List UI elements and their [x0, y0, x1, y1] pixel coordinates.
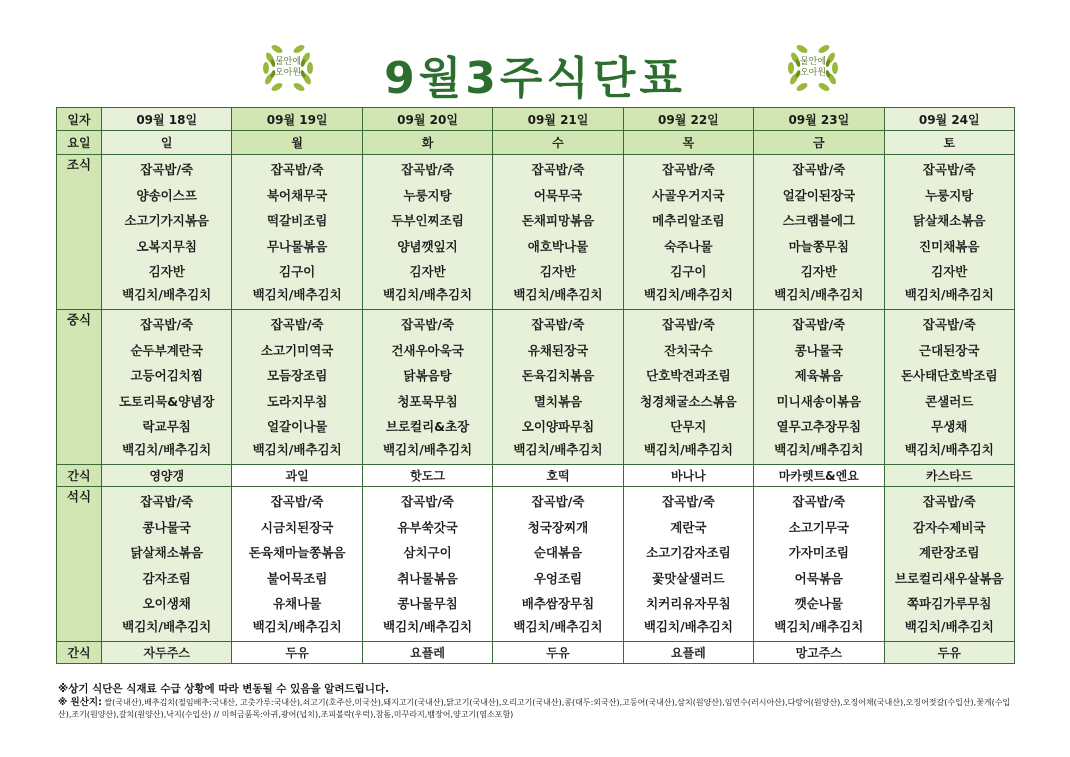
menu-item: 누룽지탕	[403, 187, 452, 203]
menu-item: 순두부계란국	[130, 342, 203, 358]
dow-label: 요일	[57, 131, 102, 155]
menu-item: 콘샐러드	[925, 393, 974, 409]
dow-cell: 일	[102, 131, 232, 155]
menu-item: 잡곡밥/죽	[401, 317, 454, 332]
dinner-cell	[232, 487, 362, 642]
dinner-cell	[754, 487, 884, 642]
date-cell: 09월 21일	[493, 108, 623, 131]
breakfast-cell	[232, 155, 362, 310]
menu-item: 닭볶음탕	[403, 368, 452, 384]
menu-item: 북어채무국	[266, 187, 328, 203]
menu-item: 오이생채	[142, 596, 191, 612]
menu-item: 잡곡밥/죽	[270, 494, 324, 509]
snack1-label: 간식	[57, 465, 102, 487]
menu-item: 백김치/배추김치	[383, 441, 473, 457]
menu-item: 잡곡밥/죽	[401, 494, 454, 509]
menu-item: 돈육김치볶음	[521, 368, 595, 384]
dow-cell: 목	[623, 131, 753, 155]
breakfast-label: 조식	[57, 155, 102, 310]
menu-item: 두부인찌조림	[391, 213, 464, 229]
menu-item: 백김치/배추김치	[252, 618, 342, 634]
menu-item: 백김치/배추김치	[513, 618, 603, 634]
menu-item: 잡곡밥/죽	[661, 317, 715, 332]
dinner-row	[57, 487, 1015, 642]
menu-item: 잡곡밥/죽	[922, 162, 976, 177]
snack1-cell: 핫도그	[362, 465, 492, 487]
menu-item: 얼갈이된장국	[782, 187, 856, 203]
lunch-label: 중식	[57, 310, 102, 465]
menu-item: 백김치/배추김치	[774, 618, 864, 634]
menu-item: 어묵볶음	[794, 570, 843, 586]
meal-table	[56, 107, 1015, 664]
menu-item: 백김치/배추김치	[643, 441, 733, 457]
menu-item: 미니새송이볶음	[776, 393, 862, 409]
menu-item: 김자반	[539, 264, 577, 280]
menu-item: 열무고추장무침	[776, 419, 862, 435]
menu-item: 유부쑥갓국	[397, 519, 458, 535]
menu-item: 단무지	[670, 419, 707, 435]
origin-label: ※ 원산지:	[58, 697, 102, 708]
menu-item: 우엉조림	[533, 570, 583, 586]
dow-cell: 수	[493, 131, 623, 155]
menu-item: 김자반	[931, 264, 968, 280]
menu-item: 잡곡밥/죽	[531, 162, 585, 177]
snack2-label: 간식	[57, 642, 102, 664]
dinner-cell	[493, 487, 623, 642]
menu-item: 백김치/배추김치	[252, 286, 342, 302]
snack2-row	[57, 642, 1015, 664]
menu-item: 건새우아욱국	[391, 342, 464, 358]
snack1-cell: 영양갱	[102, 465, 232, 487]
menu-item: 김구이	[670, 264, 707, 280]
menu-item: 잡곡밥/죽	[270, 317, 324, 332]
menu-item: 양송이스프	[136, 187, 197, 203]
menu-item: 무나물볶음	[266, 238, 328, 254]
dow-cell: 금	[754, 131, 884, 155]
snack1-cell: 바나나	[623, 465, 753, 487]
menu-item: 백김치/배추김치	[904, 286, 994, 302]
menu-item: 잡곡밥/죽	[270, 162, 324, 177]
menu-item: 잡곡밥/죽	[792, 494, 846, 509]
date-cell: 09월 18일	[102, 108, 232, 131]
menu-item: 깻순나물	[794, 596, 843, 612]
logo-text	[783, 57, 843, 79]
menu-item: 양념깻잎지	[397, 238, 458, 254]
breakfast-row	[57, 155, 1015, 310]
snack1-cell: 과일	[232, 465, 362, 487]
wreath-logo-right	[783, 38, 843, 98]
menu-item: 잡곡밥/죽	[661, 162, 715, 177]
menu-item: 백김치/배추김치	[904, 618, 994, 634]
menu-item: 유채된장국	[527, 342, 589, 358]
menu-item: 소고기무국	[788, 519, 850, 535]
menu-item: 단호박견과조림	[646, 368, 731, 384]
breakfast-cell	[884, 155, 1014, 310]
menu-item: 백김치/배추김치	[122, 286, 212, 302]
dinner-cell	[362, 487, 492, 642]
snack2-cell: 두유	[232, 642, 362, 664]
menu-item: 돈육채마늘쫑볶음	[248, 545, 346, 561]
menu-item: 가자미조림	[788, 545, 850, 561]
menu-item: 김자반	[148, 264, 185, 280]
menu-item: 근대된장국	[919, 342, 980, 358]
menu-item: 잔치국수	[664, 342, 713, 358]
lunch-cell	[232, 310, 362, 465]
snack2-cell: 자두주스	[102, 642, 232, 664]
menu-item: 스크램블에그	[782, 213, 856, 229]
menu-item: 청국장찌개	[527, 519, 589, 535]
menu-item: 숙주나물	[664, 238, 713, 254]
menu-item: 배추쌈장무침	[521, 596, 595, 612]
menu-item: 오복지무침	[136, 238, 197, 254]
dow-row	[57, 131, 1015, 155]
menu-item: 브로컬리새우살볶음	[894, 570, 1004, 586]
breakfast-cell	[493, 155, 623, 310]
breakfast-cell	[102, 155, 232, 310]
snack1-cell: 호떡	[493, 465, 623, 487]
menu-item: 청경채굴소스볶음	[640, 393, 737, 409]
lunch-cell	[754, 310, 884, 465]
menu-item: 브로컬리&초장	[385, 419, 470, 435]
menu-item: 콩나물무침	[397, 596, 458, 612]
menu-item: 모듬장조림	[266, 368, 328, 384]
logo-text-line1: 물안에	[274, 57, 302, 67]
menu-item: 백김치/배추김치	[383, 286, 473, 302]
dow-cell: 토	[884, 131, 1014, 155]
menu-item: 치커리유자무침	[646, 596, 731, 612]
date-cell: 09월 20일	[362, 108, 492, 131]
lunch-cell	[493, 310, 623, 465]
menu-item: 청포묵무침	[397, 393, 458, 409]
date-label: 일자	[57, 108, 102, 131]
snack1-row	[57, 465, 1015, 487]
menu-item: 백김치/배추김치	[643, 286, 733, 302]
breakfast-cell	[362, 155, 492, 310]
menu-item: 계란국	[670, 519, 707, 535]
date-cell: 09월 22일	[623, 108, 753, 131]
menu-item: 소고기가지볶음	[124, 213, 209, 229]
menu-item: 도라지무침	[266, 393, 328, 409]
menu-item: 제육볶음	[794, 368, 843, 384]
menu-item: 백김치/배추김치	[252, 441, 342, 457]
menu-item: 잡곡밥/죽	[792, 317, 846, 332]
menu-item: 고등어김치찜	[130, 368, 203, 384]
menu-item: 유채나물	[272, 596, 322, 612]
menu-item: 꽃맛살샐러드	[652, 570, 725, 586]
menu-item: 누룽지탕	[925, 187, 974, 203]
menu-item: 돈채피망볶음	[521, 213, 595, 229]
menu-item: 백김치/배추김치	[513, 286, 603, 302]
date-cell: 09월 24일	[884, 108, 1014, 131]
snack1-cell: 카스타드	[884, 465, 1014, 487]
origin-text-block	[58, 697, 1018, 721]
menu-item: 소고기감자조림	[646, 545, 731, 561]
menu-item: 김자반	[409, 264, 446, 280]
menu-item: 돈사태단호박조림	[900, 368, 998, 384]
menu-item: 삼치구이	[403, 545, 452, 561]
menu-item: 감자조림	[142, 570, 191, 586]
dinner-cell	[884, 487, 1014, 642]
menu-item: 사골우거지국	[652, 187, 725, 203]
dow-cell: 화	[362, 131, 492, 155]
menu-item: 애호박나물	[527, 238, 589, 254]
menu-item: 잡곡밥/죽	[140, 494, 194, 509]
header	[0, 30, 1070, 110]
menu-item: 잡곡밥/죽	[531, 317, 585, 332]
menu-item: 도토리묵&양념장	[118, 393, 215, 409]
menu-item: 순대볶음	[533, 545, 583, 561]
logo-text-line1: 물안에	[799, 57, 827, 67]
menu-item: 백김치/배추김치	[513, 441, 603, 457]
menu-item: 콩나물국	[794, 342, 843, 358]
menu-item: 김구이	[279, 264, 316, 280]
logo-text-line2: 오아원	[799, 68, 827, 78]
breakfast-cell	[623, 155, 753, 310]
menu-item: 잡곡밥/죽	[922, 494, 976, 509]
lunch-row	[57, 310, 1015, 465]
menu-item: 백김치/배추김치	[774, 441, 864, 457]
notes	[58, 682, 1018, 721]
dow-cell: 월	[232, 131, 362, 155]
menu-item: 소고기미역국	[260, 342, 334, 358]
menu-item: 김자반	[800, 264, 837, 280]
snack2-cell: 두유	[884, 642, 1014, 664]
menu-item: 마늘쫑무침	[788, 238, 850, 254]
menu-item: 취나물볶음	[397, 570, 458, 586]
menu-item: 감자수제비국	[913, 519, 986, 535]
menu-item: 닭살채소볶음	[913, 213, 986, 229]
menu-item: 떡갈비조림	[266, 213, 328, 229]
menu-item: 불어묵조림	[266, 570, 328, 586]
menu-item: 잡곡밥/죽	[401, 162, 454, 177]
lunch-cell	[362, 310, 492, 465]
menu-item: 백김치/배추김치	[904, 441, 994, 457]
dinner-label: 석식	[57, 487, 102, 642]
breakfast-cell	[754, 155, 884, 310]
menu-item: 시금치된장국	[260, 519, 334, 535]
lunch-cell	[623, 310, 753, 465]
menu-item: 콩나물국	[142, 519, 191, 535]
snack2-cell: 망고주스	[754, 642, 884, 664]
menu-item: 메추리알조림	[652, 213, 725, 229]
notice-text: ※상기 식단은 식재료 수급 상황에 따라 변동될 수 있음을 알려드립니다.	[58, 683, 390, 695]
lunch-cell	[102, 310, 232, 465]
menu-item: 오이양파무침	[521, 419, 595, 435]
snack1-cell: 마카렛트&엔요	[754, 465, 884, 487]
lunch-cell	[884, 310, 1014, 465]
menu-item: 백김치/배추김치	[122, 441, 212, 457]
menu-item: 무생채	[931, 419, 968, 435]
dinner-cell	[102, 487, 232, 642]
menu-item: 어묵무국	[533, 187, 583, 203]
date-cell: 09월 19일	[232, 108, 362, 131]
snack2-cell: 요플레	[623, 642, 753, 664]
date-row	[57, 108, 1015, 131]
menu-item: 멸치볶음	[533, 393, 583, 409]
menu-item: 백김치/배추김치	[643, 618, 733, 634]
dinner-cell	[623, 487, 753, 642]
logo-text-line2: 오아원	[274, 68, 302, 78]
menu-item: 닭살채소볶음	[130, 545, 203, 561]
menu-item: 잡곡밥/죽	[531, 494, 585, 509]
origin-text: 쌀(국내산),배추김치(절임배추:국내산, 고춧가루:국내산),쇠고기(호주산,미국산),돼지고기(국내산),닭고기(국내산),오리고기(국내산),콩(대두:외국산),고등어(국내산),삼치(원양산),임연수(러시아산),다랑어(원양산),오징어채(국내산),오징어젓갈(수입산),꽃게(수입산),조기(원양산),갈치(원양산),낙지(수입산) // 미허금품목:아귀,광어(넙치),조피볼락(우럭),참돔,미꾸라지,뱀장어,양고기(염소포함)	[58, 698, 1011, 719]
menu-item: 쪽파김가루무침	[906, 596, 992, 612]
menu-item: 계란장조림	[919, 545, 980, 561]
menu-item: 잡곡밥/죽	[792, 162, 846, 177]
menu-item: 백김치/배추김치	[383, 618, 473, 634]
menu-item: 락교무침	[142, 419, 191, 435]
snack2-cell: 요플레	[362, 642, 492, 664]
menu-item: 진미채볶음	[919, 238, 980, 254]
page-title: 9월3주식단표	[384, 53, 686, 104]
menu-item: 백김치/배추김치	[774, 286, 864, 302]
date-cell: 09월 23일	[754, 108, 884, 131]
menu-item: 잡곡밥/죽	[140, 317, 194, 332]
menu-item: 얼갈이나물	[266, 419, 328, 435]
menu-item: 백김치/배추김치	[122, 618, 212, 634]
menu-item: 잡곡밥/죽	[922, 317, 976, 332]
menu-item: 잡곡밥/죽	[661, 494, 715, 509]
snack2-cell: 두유	[493, 642, 623, 664]
menu-item: 잡곡밥/죽	[140, 162, 194, 177]
